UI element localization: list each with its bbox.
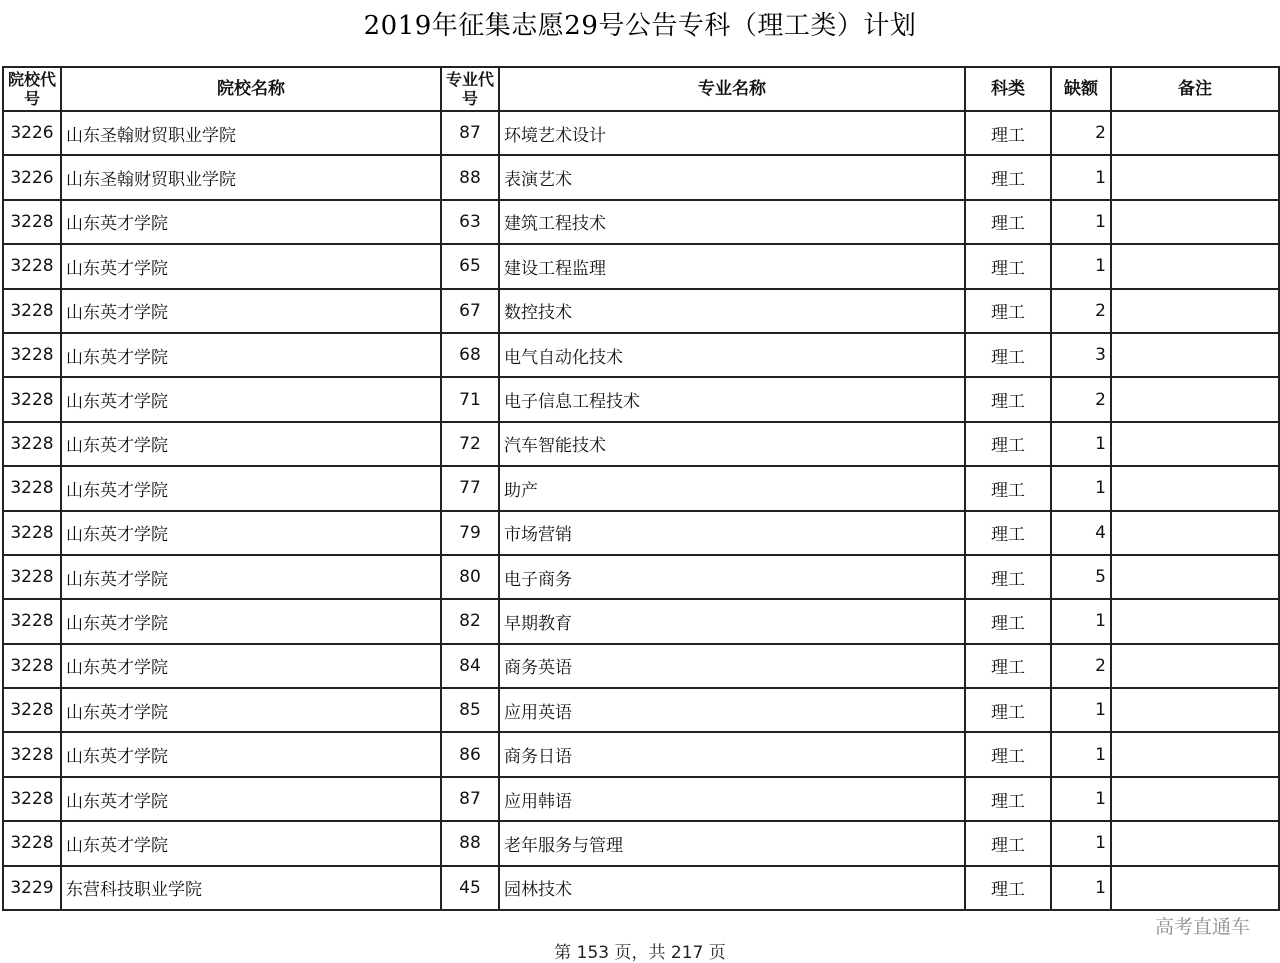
cell-notes — [1111, 821, 1279, 865]
table-row — [3, 511, 1279, 555]
cell-category: 理工 — [965, 289, 1051, 333]
cell-category: 理工 — [965, 200, 1051, 244]
cell-school-name: 山东英才学院 — [61, 644, 441, 688]
cell-school-code: 3228 — [3, 422, 61, 466]
cell-vacancies: 1 — [1051, 244, 1111, 288]
cell-school-name: 山东英才学院 — [61, 377, 441, 421]
table-row — [3, 866, 1279, 910]
cell-major-name: 环境艺术设计 — [499, 111, 965, 155]
cell-notes — [1111, 688, 1279, 732]
table-row — [3, 422, 1279, 466]
cell-major-name: 建筑工程技术 — [499, 200, 965, 244]
cell-school-name: 山东英才学院 — [61, 555, 441, 599]
plan-table — [2, 66, 1280, 911]
cell-major-code: 71 — [441, 377, 499, 421]
cell-school-name: 山东英才学院 — [61, 688, 441, 732]
cell-major-name: 应用英语 — [499, 688, 965, 732]
cell-category: 理工 — [965, 377, 1051, 421]
header-category: 科类 — [965, 67, 1051, 111]
cell-vacancies: 2 — [1051, 289, 1111, 333]
table-row — [3, 111, 1279, 155]
cell-vacancies: 3 — [1051, 333, 1111, 377]
table-row — [3, 732, 1279, 776]
cell-school-name: 山东英才学院 — [61, 511, 441, 555]
cell-vacancies: 2 — [1051, 644, 1111, 688]
cell-major-code: 80 — [441, 555, 499, 599]
cell-major-code: 86 — [441, 732, 499, 776]
header-major-code: 专业代号 — [441, 67, 499, 111]
table-row — [3, 289, 1279, 333]
cell-vacancies: 2 — [1051, 111, 1111, 155]
cell-vacancies: 1 — [1051, 777, 1111, 821]
cell-school-name: 山东英才学院 — [61, 333, 441, 377]
cell-major-code: 67 — [441, 289, 499, 333]
cell-notes — [1111, 289, 1279, 333]
cell-vacancies: 1 — [1051, 466, 1111, 510]
cell-school-code: 3228 — [3, 377, 61, 421]
cell-major-name: 市场营销 — [499, 511, 965, 555]
cell-category: 理工 — [965, 466, 1051, 510]
table-row — [3, 688, 1279, 732]
cell-vacancies: 1 — [1051, 688, 1111, 732]
cell-notes — [1111, 111, 1279, 155]
page-footer: 第 153 页，共 217 页 — [554, 943, 726, 963]
cell-major-name: 建设工程监理 — [499, 244, 965, 288]
cell-vacancies: 4 — [1051, 511, 1111, 555]
cell-major-name: 商务日语 — [499, 732, 965, 776]
cell-notes — [1111, 333, 1279, 377]
header-row — [3, 67, 1279, 111]
cell-school-name: 山东英才学院 — [61, 422, 441, 466]
cell-school-code: 3229 — [3, 866, 61, 910]
header-notes: 备注 — [1111, 67, 1279, 111]
cell-major-code: 79 — [441, 511, 499, 555]
cell-school-code: 3228 — [3, 821, 61, 865]
cell-school-code: 3228 — [3, 200, 61, 244]
table-row — [3, 244, 1279, 288]
cell-vacancies: 1 — [1051, 732, 1111, 776]
cell-major-code: 84 — [441, 644, 499, 688]
cell-major-name: 电子商务 — [499, 555, 965, 599]
cell-school-name: 东营科技职业学院 — [61, 866, 441, 910]
cell-category: 理工 — [965, 555, 1051, 599]
cell-school-name: 山东英才学院 — [61, 200, 441, 244]
page-title: 2019年征集志愿29号公告专科（理工类）计划 — [363, 11, 917, 41]
cell-major-name: 数控技术 — [499, 289, 965, 333]
cell-school-code: 3228 — [3, 244, 61, 288]
table-row — [3, 777, 1279, 821]
table-row — [3, 821, 1279, 865]
cell-vacancies: 1 — [1051, 422, 1111, 466]
cell-category: 理工 — [965, 866, 1051, 910]
cell-school-code: 3228 — [3, 466, 61, 510]
cell-school-code: 3228 — [3, 732, 61, 776]
cell-major-code: 87 — [441, 777, 499, 821]
table-row — [3, 155, 1279, 199]
table-row — [3, 377, 1279, 421]
cell-notes — [1111, 511, 1279, 555]
cell-major-code: 88 — [441, 821, 499, 865]
cell-category: 理工 — [965, 777, 1051, 821]
cell-school-code: 3226 — [3, 155, 61, 199]
table-row — [3, 200, 1279, 244]
table-body — [3, 111, 1279, 910]
cell-school-code: 3228 — [3, 555, 61, 599]
cell-major-name: 表演艺术 — [499, 155, 965, 199]
watermark: 高考直通车 — [1154, 916, 1250, 938]
cell-major-code: 77 — [441, 466, 499, 510]
cell-major-name: 老年服务与管理 — [499, 821, 965, 865]
cell-notes — [1111, 377, 1279, 421]
cell-vacancies: 1 — [1051, 155, 1111, 199]
cell-major-name: 商务英语 — [499, 644, 965, 688]
cell-category: 理工 — [965, 732, 1051, 776]
cell-notes — [1111, 555, 1279, 599]
cell-category: 理工 — [965, 111, 1051, 155]
cell-major-name: 应用韩语 — [499, 777, 965, 821]
cell-major-name: 助产 — [499, 466, 965, 510]
cell-major-name: 汽车智能技术 — [499, 422, 965, 466]
header-major-name: 专业名称 — [499, 67, 965, 111]
cell-school-code: 3228 — [3, 333, 61, 377]
cell-major-code: 63 — [441, 200, 499, 244]
cell-major-code: 85 — [441, 688, 499, 732]
cell-major-code: 65 — [441, 244, 499, 288]
cell-notes — [1111, 200, 1279, 244]
cell-major-name: 园林技术 — [499, 866, 965, 910]
cell-vacancies: 1 — [1051, 200, 1111, 244]
table-row — [3, 599, 1279, 643]
table-row — [3, 555, 1279, 599]
cell-major-code: 88 — [441, 155, 499, 199]
cell-notes — [1111, 644, 1279, 688]
header-school-name: 院校名称 — [61, 67, 441, 111]
cell-notes — [1111, 155, 1279, 199]
cell-category: 理工 — [965, 422, 1051, 466]
cell-notes — [1111, 866, 1279, 910]
cell-notes — [1111, 599, 1279, 643]
table-header — [3, 67, 1279, 111]
cell-school-name: 山东英才学院 — [61, 244, 441, 288]
cell-school-name: 山东圣翰财贸职业学院 — [61, 111, 441, 155]
cell-vacancies: 2 — [1051, 377, 1111, 421]
cell-category: 理工 — [965, 599, 1051, 643]
cell-school-name: 山东英才学院 — [61, 821, 441, 865]
cell-school-name: 山东英才学院 — [61, 732, 441, 776]
cell-school-code: 3228 — [3, 599, 61, 643]
cell-school-name: 山东英才学院 — [61, 777, 441, 821]
header-school-code: 院校代号 — [3, 67, 61, 111]
cell-notes — [1111, 777, 1279, 821]
cell-category: 理工 — [965, 511, 1051, 555]
cell-major-code: 82 — [441, 599, 499, 643]
table-row — [3, 466, 1279, 510]
cell-school-name: 山东英才学院 — [61, 466, 441, 510]
table-row — [3, 644, 1279, 688]
header-vacancies: 缺额 — [1051, 67, 1111, 111]
cell-notes — [1111, 466, 1279, 510]
cell-vacancies: 1 — [1051, 821, 1111, 865]
cell-school-name: 山东圣翰财贸职业学院 — [61, 155, 441, 199]
cell-vacancies: 5 — [1051, 555, 1111, 599]
cell-school-name: 山东英才学院 — [61, 599, 441, 643]
cell-notes — [1111, 244, 1279, 288]
cell-school-code: 3228 — [3, 688, 61, 732]
cell-notes — [1111, 422, 1279, 466]
cell-category: 理工 — [965, 155, 1051, 199]
cell-category: 理工 — [965, 244, 1051, 288]
cell-major-code: 87 — [441, 111, 499, 155]
cell-notes — [1111, 732, 1279, 776]
cell-vacancies: 1 — [1051, 866, 1111, 910]
cell-category: 理工 — [965, 688, 1051, 732]
cell-major-code: 68 — [441, 333, 499, 377]
cell-major-name: 早期教育 — [499, 599, 965, 643]
cell-category: 理工 — [965, 644, 1051, 688]
cell-school-code: 3228 — [3, 644, 61, 688]
cell-school-code: 3228 — [3, 777, 61, 821]
cell-vacancies: 1 — [1051, 599, 1111, 643]
cell-school-code: 3226 — [3, 111, 61, 155]
cell-major-code: 72 — [441, 422, 499, 466]
cell-school-code: 3228 — [3, 511, 61, 555]
cell-major-name: 电子信息工程技术 — [499, 377, 965, 421]
cell-major-name: 电气自动化技术 — [499, 333, 965, 377]
cell-major-code: 45 — [441, 866, 499, 910]
cell-school-code: 3228 — [3, 289, 61, 333]
table-row — [3, 333, 1279, 377]
cell-category: 理工 — [965, 821, 1051, 865]
cell-school-name: 山东英才学院 — [61, 289, 441, 333]
cell-category: 理工 — [965, 333, 1051, 377]
